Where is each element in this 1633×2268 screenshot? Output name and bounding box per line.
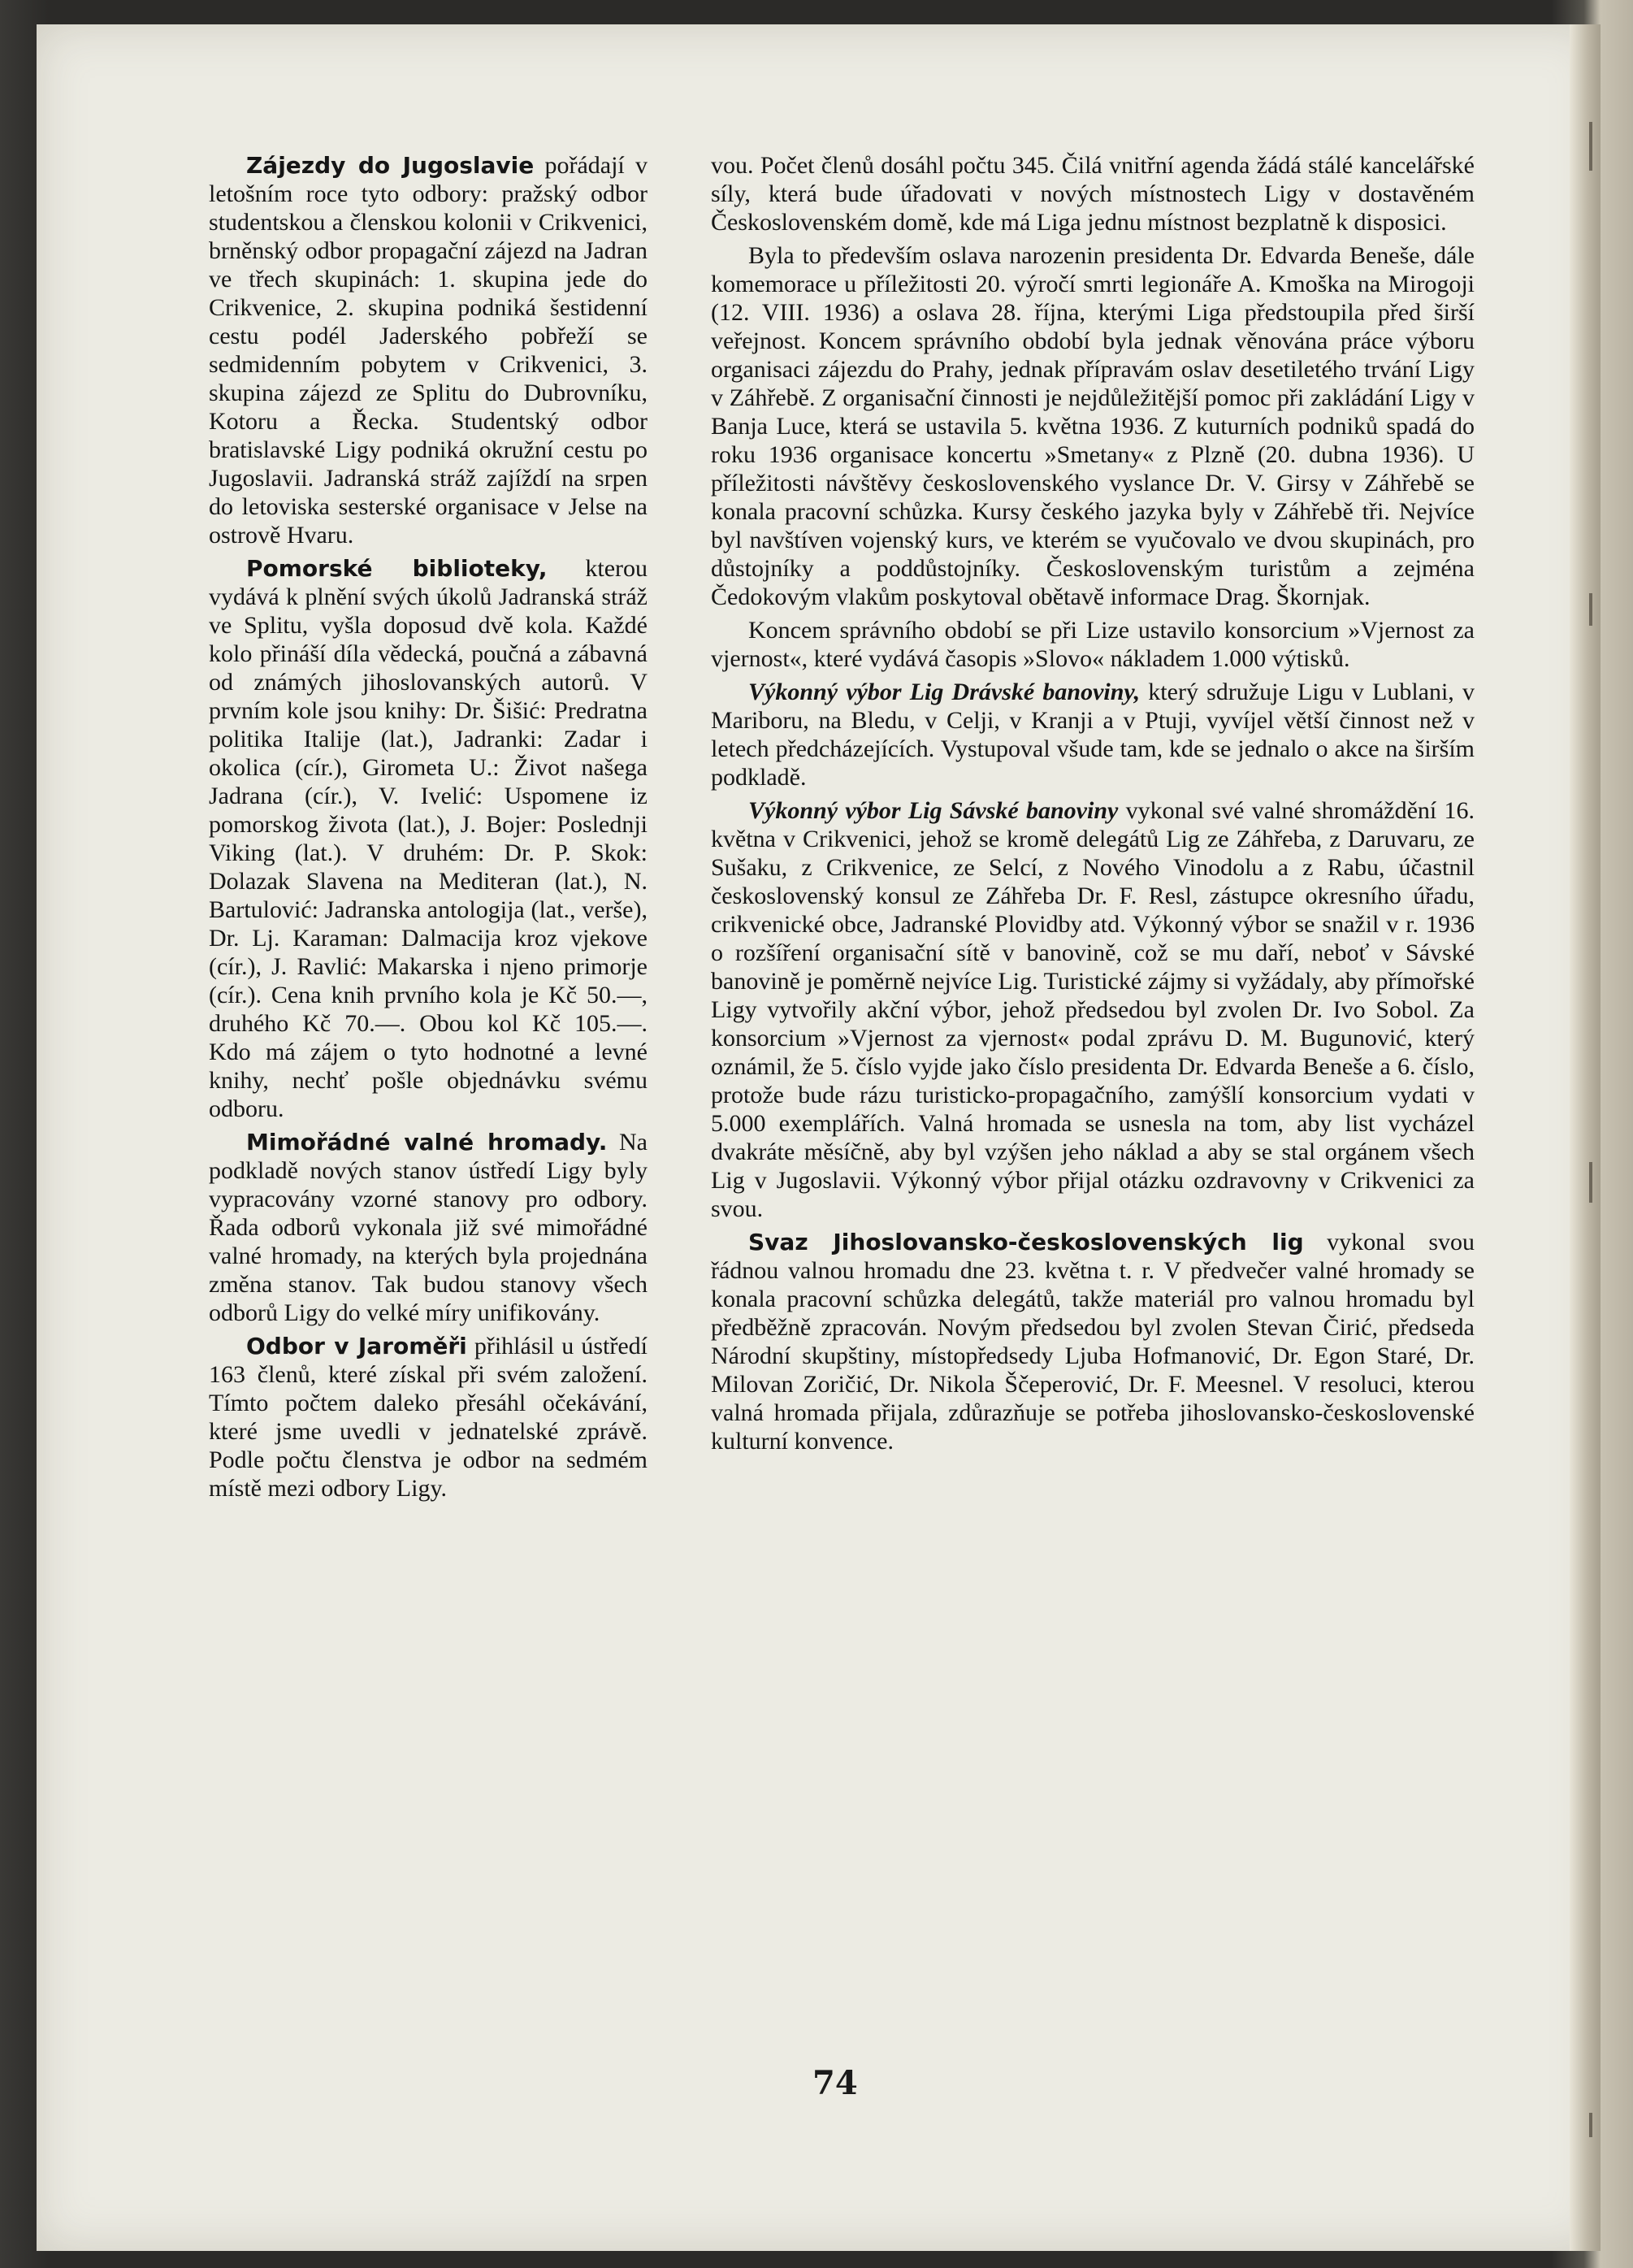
edge-mark (1589, 1162, 1592, 1203)
paragraph-continuation (711, 151, 1475, 236)
paragraph-odbor-jaromer (209, 1332, 648, 1503)
left-column (209, 151, 648, 1503)
paragraph-text: kterou vydává k plnění svých úkolů Jadranská stráž ve Splitu, vyšla doposud dvě kola. Každé kolo přináší díla vědecká, poučná a zábavná od známých jihoslovanských autorů. V prvním kole jsou knihy: Dr. Šišić: Predratna politika Italije (lat.), Jadranki: Zadar i okolica (cír.), Girometa U.: Život našega Jadrana (cír.), V. Ivelić: Uspomene iz pomorskog života (lat.), J. Bojer: Poslednji Viking (lat.). V druhém: Dr. P. Skok: Dolazak Slavena na Mediteran (lat.), N. Bartulović: Jadranska antologija (lat., verše), Dr. Lj. Karaman: Dalmacija kroz vjekove (cír.), J. Ravlić: Makarska i njeno primorje (cír.). Cena knih prvního kola je Kč 50.—, druhého Kč 70.—. Obou kol Kč 105.—. Kdo má zájem o tyto hodnotné a levné knihy, nechť pošle objednávku svému odboru. (209, 555, 648, 1122)
paragraph-zajezdy (209, 151, 648, 549)
paragraph-konsorcium (711, 616, 1475, 673)
paragraph-lead: Zájezdy do Jugoslavie (246, 152, 535, 179)
paragraph-lead: Svaz Jihoslovansko-československých lig (748, 1229, 1304, 1255)
paragraph-savske-banoviny (711, 796, 1475, 1223)
paragraph-text: Na podkladě nových stanov ústředí Ligy byly vypracovány vzorné stanovy pro odbory. Řada odborů vykonala již své mimořádné valné hromady, na kterých byla projednána změna stanov. Tak budou stanovy všech odborů Ligy do velké míry unifikovány. (209, 1129, 648, 1326)
paragraph-lead: Mimořádné valné hromady. (246, 1129, 608, 1156)
paragraph-text: Koncem správního období se při Lize ustavilo konsorcium »Vjernost za vjernost«, které vydává časopis »Slovo« nákladem 1.000 výtisků. (711, 617, 1475, 672)
paragraph-svaz-lig (711, 1228, 1475, 1455)
paragraph-text: pořádají v letošním roce tyto odbory: pražský odbor studentskou a členskou kolonii v Crikvenici, brněnský odbor propagační zájezd na Jadran ve třech skupinách: 1. skupina jede do Crikvenice, 2. skupina podniká šestidenní cestu podél Jaderského pobřeží se sedmidenním pobytem v Crikvenici, 3. skupina zájezd ze Splitu do Dubrovníku, Kotoru a Řecka. Studentský odbor bratislavské Ligy podniká okružní cestu po Jugoslavii. Jadranská stráž zajíždí na srpen do letoviska sesterské organisace v Jelse na ostrově Hvaru. (209, 152, 648, 549)
right-column (711, 151, 1475, 1455)
paragraph-text: přihlásil u ústředí 163 členů, které získal při svém založení. Tímto počtem daleko přesáhl očekávání, které jsme uvedli v jednatelské zprávě. Podle počtu členstva je odbor na sedmém místě mezi odbory Ligy. (209, 1333, 648, 1502)
edge-mark (1589, 2113, 1592, 2137)
paragraph-text: vykonal svou řádnou valnou hromadu dne 23. května t. r. V předvečer valné hromady se konala pracovní schůzka delegátů, takže materiál pro valnou hromadu byl předběžně zpracován. Novým předsedou byl zvolen Stevan Čirić, předseda Národní skupštiny, místopředsedy Ljuba Hofmanović, Dr. Egon Staré, Dr. Milovan Zoričić, Dr. Nikola Ščeperović, Dr. F. Meesnel. V resoluci, kterou valná hromada přijala, zdůrazňuje se potřeba jihoslovansko-československé kulturní konvence. (711, 1229, 1475, 1455)
paragraph-text: Byla to především oslava narozenin presidenta Dr. Edvarda Beneše, dále komemorace u příležitosti 20. výročí smrti legionáře A. Kmoška na Mirogoji (12. VIII. 1936) a oslava 28. října, kterými Liga předstoupila před širší veřejnost. Koncem správního období byla jednak věnována práce výboru organisaci zájezdu do Prahy, jednak přípravám oslav desetiletého trvání Ligy v Záhřebě. Z organisační činnosti je nejdůležitější pomoc při zakládání Ligy v Banja Luce, která se ustavila 5. května 1936. Z kuturních podniků spadá do roku 1936 organisace koncertu »Smetany« z Plzně (20. dubna 1936). U příležitosti návštěvy československého vyslance Dr. V. Girsy v Záhřebě se konala pracovní schůzka. Kursy českého jazyka byly v Záhřebě tři. Nejvíce byl navštíven vojenský kurs, ve kterém se vyučovalo ve dvou skupinách, pro důstojníky a poddůstojníky. Československým turistům a zejména Čedokovým vlakům poskytoval obětavě informace Drag. Škornjak. (711, 242, 1475, 610)
page-edge (1570, 24, 1601, 2251)
paragraph-text: vou. Počet členů dosáhl počtu 345. Čilá vnitřní agenda žádá stálé kancelářské síly, která bude úřadovati v nových místnostech Ligy v dostavěném Československém domě, kde má Liga jednu místnost bezplatně k disposici. (711, 152, 1475, 236)
paragraph-lead: Pomorské biblioteky, (246, 555, 548, 582)
edge-mark (1589, 593, 1592, 626)
paragraph-text: vykonal své valné shromáždění 16. května v Crikvenici, jehož se kromě delegátů Lig ze Záhřeba, z Daruvaru, ze Sušaku, z Crikvenice, ze Selcí, z Nového Vinodolu a z Rabu, účastnil československý konsul ze Záhřeba Dr. F. Resl, zástupce okresního úřadu, crikvenické obce, Jadranské Plovidby atd. Výkonný výbor se snažil v r. 1936 o rozšíření organisační sítě v banovině, což se mu daří, neboť v Sávské banovině je poměrně nejvíce Lig. Turistické zájmy si vyžádaly, aby přímořské Ligy vytvořily akční výbor, jehož předsedou byl zvolen Dr. Ivo Sobol. Za konsorcium »Vjernost za vjernost« podal zprávu D. M. Bugunović, který oznámil, že 5. číslo vyjde jako číslo presidenta Dr. Edvarda Beneše a 6. číslo, protože bude rázu turisticko-propagačního, zamýšlí konsorcium vydati v 5.000 exemplářích. Valná hromada se usnesla na tom, aby list vycházel dvakráte měsíčně, aby byl vzýšen jeho náklad a aby se stal orgánem všech Lig v Jugoslavii. Výkonný výbor přijal otázku ozdravovny v Crikvenici za svou. (711, 797, 1475, 1222)
paragraph-lead: Výkonný výbor Lig Drávské banoviny, (748, 679, 1141, 705)
paragraph-lead: Výkonný výbor Lig Sávské banoviny (748, 797, 1119, 824)
paragraph-pomorske-biblioteky (209, 554, 648, 1123)
paragraph-dravske-banoviny (711, 678, 1475, 791)
edge-mark (1589, 122, 1592, 171)
paragraph-text: který sdružuje Ligu v Lublani, v Mariboru, na Bledu, v Celji, v Kranji a v Ptuji, vyvíjel větší činnost než v letech předcházejících. Vystupoval všude tam, kde se jednalo o akce na širším podkladě. (711, 679, 1475, 791)
paragraph-oslava (711, 241, 1475, 611)
paragraph-mimoradne-hromady (209, 1128, 648, 1327)
paragraph-lead: Odbor v Jaroměři (246, 1333, 467, 1359)
column-divider (684, 151, 685, 2020)
page-number: 74 (812, 2064, 858, 2102)
